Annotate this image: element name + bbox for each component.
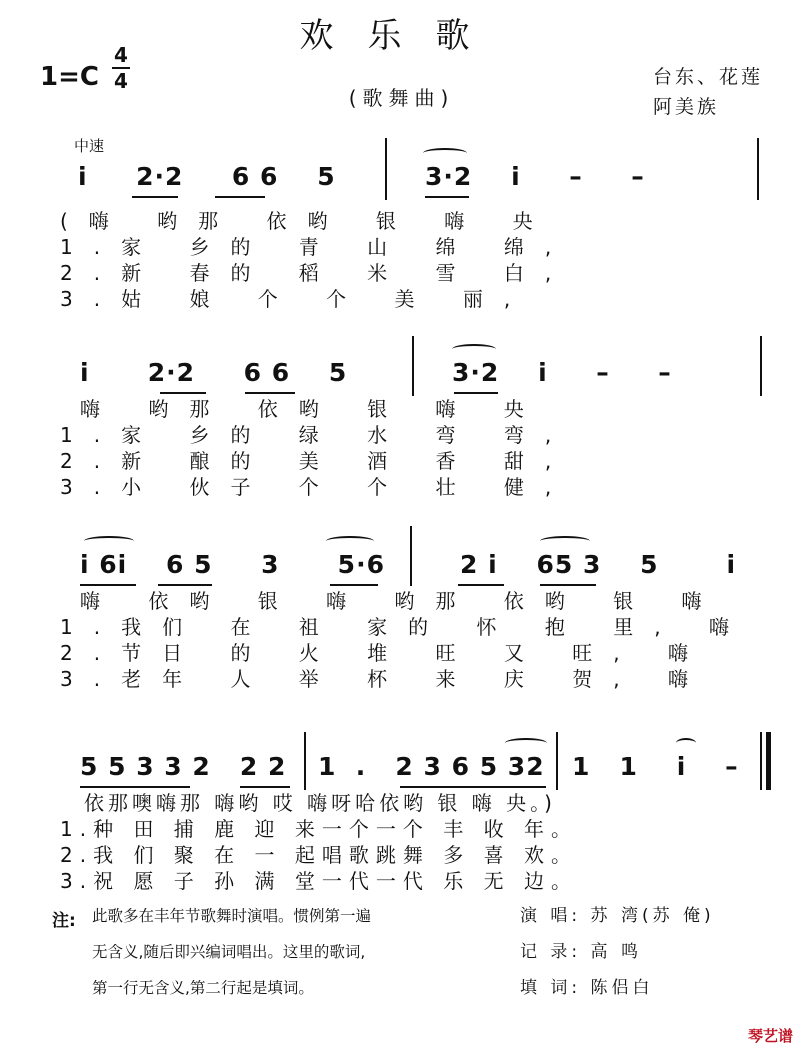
lyric-line: 3.老年 人 举 杯 来 庆 贺, 嗨 bbox=[60, 667, 709, 691]
lyric-line: 3.姑 娘 个 个 美 丽, bbox=[60, 287, 532, 311]
final-barline bbox=[766, 732, 771, 790]
slur bbox=[540, 536, 590, 546]
notation-line: 2 i 65 3 5 i bbox=[460, 550, 737, 579]
slur bbox=[423, 148, 467, 158]
barline bbox=[385, 138, 387, 200]
lyric-line: 2.新 酿的 美 酒 香 甜, bbox=[60, 449, 573, 473]
lyric-line: 2.我 们 聚 在 一 起唱歌跳舞 多 喜 欢。 bbox=[60, 843, 578, 867]
barline bbox=[412, 336, 414, 396]
credit-transcriber bbox=[520, 934, 715, 970]
credit-lyricist bbox=[520, 970, 715, 1006]
underline bbox=[80, 786, 190, 788]
score-system-1 bbox=[0, 162, 803, 312]
slur bbox=[505, 738, 547, 748]
score-system-2 bbox=[0, 358, 803, 508]
notation-line: 3·2 i – – bbox=[452, 358, 672, 387]
song-title: 欢乐歌 bbox=[299, 16, 504, 56]
notation-line: 1 . 2 3 6 5 32 bbox=[318, 752, 545, 781]
notation-line: i 2·2 6 6 5 bbox=[78, 162, 336, 191]
lyric-line: 3.小 伙子 个 个 壮 健, bbox=[60, 475, 573, 499]
underline bbox=[454, 392, 498, 394]
lyric-line: (嗨 哟那 依哟 银 嗨 央 bbox=[60, 209, 554, 233]
underline bbox=[245, 392, 295, 394]
slur bbox=[452, 344, 496, 354]
underline bbox=[458, 584, 504, 586]
barline bbox=[304, 732, 306, 790]
credits-block bbox=[520, 898, 715, 1006]
barline bbox=[760, 336, 762, 396]
note-label: 注: bbox=[52, 911, 76, 931]
credit-value: 高 鸣 bbox=[590, 942, 642, 962]
lyric-line: 嗨 哟那 依哟 银 嗨 央 bbox=[80, 397, 545, 421]
barline bbox=[556, 732, 558, 790]
credit-performer bbox=[520, 898, 715, 934]
performance-notes bbox=[92, 898, 371, 1006]
time-sig-top: 4 bbox=[114, 43, 128, 67]
note-line: 此歌多在丰年节歌舞时演唱。惯例第一遍 bbox=[92, 907, 372, 925]
underline bbox=[540, 584, 596, 586]
notation-line: 3·2 i – – bbox=[425, 162, 645, 191]
notation-line: 5 5 3 3 2 2 2 bbox=[80, 752, 287, 781]
credit-label: 填 词: bbox=[520, 978, 582, 998]
origin-region: 台东、花莲 bbox=[652, 66, 763, 88]
underline bbox=[158, 584, 212, 586]
lyric-line: 3.祝 愿 子 孙 满 堂一代一代 乐 无 边。 bbox=[60, 869, 578, 893]
underline bbox=[425, 196, 469, 198]
lyric-line: 1.我们 在 祖 家的 怀 抱 里, 嗨 bbox=[60, 615, 750, 639]
lyric-line: 1.种 田 捕 鹿 迎 来一个一个 丰 收 年。 bbox=[60, 817, 578, 841]
lyric-line: 嗨 依哟 银 嗨 哟那 依哟 银 嗨 bbox=[80, 589, 723, 613]
underline bbox=[400, 786, 546, 788]
origin-ethnic: 阿美族 bbox=[652, 96, 719, 118]
underline bbox=[132, 196, 178, 198]
notation-line: 1 1 i – bbox=[572, 752, 739, 781]
slur bbox=[84, 536, 134, 546]
song-origin bbox=[653, 62, 763, 122]
time-sig-bottom: 4 bbox=[114, 69, 128, 93]
underline bbox=[240, 786, 290, 788]
credit-value: 陈侣白 bbox=[590, 978, 654, 998]
credit-label: 记 录: bbox=[520, 942, 582, 962]
barline bbox=[757, 138, 759, 200]
lyric-line: 1.家 乡的 青 山 绵 绵, bbox=[60, 235, 573, 259]
watermark-logo bbox=[748, 1025, 793, 1046]
score-system-4 bbox=[0, 752, 803, 892]
lyric-line: 2.节日 的 火 堆 旺 又 旺, 嗨 bbox=[60, 641, 709, 665]
notation-line: i 2·2 6 6 5 bbox=[80, 358, 348, 387]
lyric-line: 依那噢嗨那 嗨哟 哎 嗨呀哈依哟 银 嗨 央。) bbox=[84, 791, 556, 815]
fermata bbox=[676, 738, 696, 748]
slur bbox=[326, 536, 374, 546]
lyric-line: 1.家 乡的 绿 水 弯 弯, bbox=[60, 423, 573, 447]
note-line: 第一行无含义,第二行起是填词。 bbox=[92, 979, 314, 997]
watermark-text: 琴艺谱 bbox=[747, 1027, 793, 1045]
note-line: 无含义,随后即兴编词唱出。这里的歌词, bbox=[92, 943, 366, 961]
underline bbox=[80, 584, 136, 586]
underline bbox=[215, 196, 265, 198]
barline bbox=[410, 526, 412, 586]
barline bbox=[760, 732, 762, 790]
lyric-line: 2.新 春的 稻 米 雪 白, bbox=[60, 261, 573, 285]
song-subtitle: (歌舞曲) bbox=[348, 86, 455, 110]
credit-value: 苏 湾(苏 俺) bbox=[590, 906, 715, 926]
tempo-marking: 中速 bbox=[74, 137, 105, 155]
notation-line: i 6i 6 5 3 5·6 bbox=[80, 550, 385, 579]
underline bbox=[160, 392, 206, 394]
key-signature: 1=C bbox=[40, 62, 99, 92]
credit-label: 演 唱: bbox=[520, 906, 582, 926]
score-system-3 bbox=[0, 550, 803, 700]
underline bbox=[330, 584, 378, 586]
